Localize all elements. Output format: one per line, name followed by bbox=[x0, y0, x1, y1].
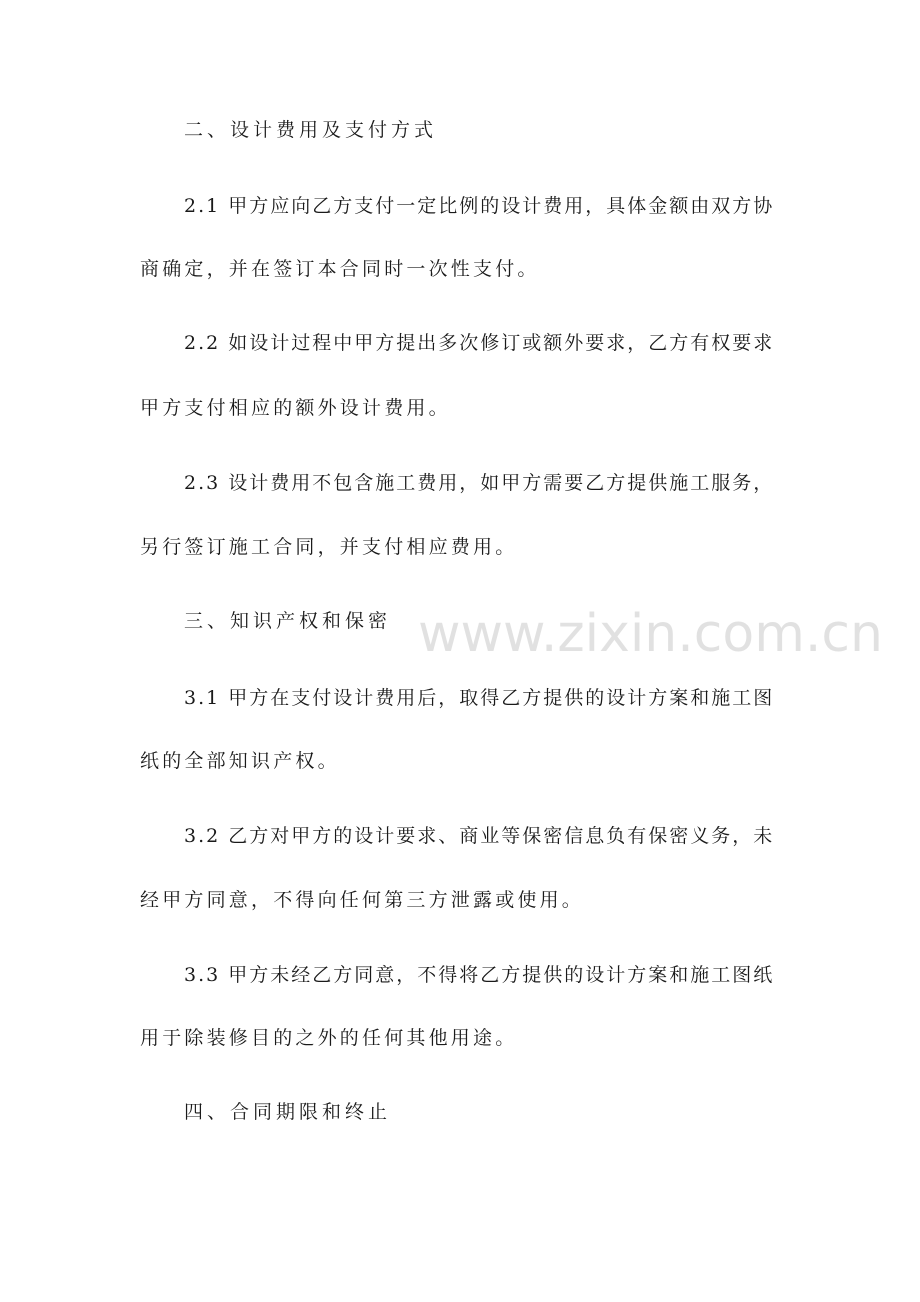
clause-2-1-line-1: 2.1 甲方应向乙方支付一定比例的设计费用，具体金额由双方协 bbox=[184, 195, 775, 217]
section-heading-3: 三、知识产权和保密 bbox=[184, 610, 392, 632]
clause-3-1-line-1: 3.1 甲方在支付设计费用后，取得乙方提供的设计方案和施工图 bbox=[184, 687, 775, 709]
clause-3-3-line-1: 3.3 甲方未经乙方同意，不得将乙方提供的设计方案和施工图纸 bbox=[184, 964, 775, 986]
clause-2-3-line-1: 2.3 设计费用不包含施工费用，如甲方需要乙方提供施工服务， bbox=[184, 472, 775, 494]
clause-2-2-line-1: 2.2 如设计过程中甲方提出多次修订或额外要求，乙方有权要求 bbox=[184, 332, 775, 354]
clause-2-3-line-2: 另行签订施工合同，并支付相应费用。 bbox=[140, 536, 518, 558]
section-heading-2: 二、设计费用及支付方式 bbox=[184, 119, 438, 141]
clause-3-3-line-2: 用于除装修目的之外的任何其他用途。 bbox=[140, 1027, 518, 1049]
clause-3-2-line-2: 经甲方同意，不得向任何第三方泄露或使用。 bbox=[140, 889, 585, 911]
watermark: www.zixin.com.cn bbox=[418, 604, 883, 664]
clause-2-1-line-2: 商确定，并在签订本合同时一次性支付。 bbox=[140, 258, 540, 280]
clause-3-1-line-2: 纸的全部知识产权。 bbox=[140, 750, 340, 772]
clause-3-2-line-1: 3.2 乙方对甲方的设计要求、商业等保密信息负有保密义务，未 bbox=[184, 825, 775, 847]
clause-2-2-line-2: 甲方支付相应的额外设计费用。 bbox=[140, 397, 451, 419]
section-heading-4: 四、合同期限和终止 bbox=[184, 1101, 392, 1123]
